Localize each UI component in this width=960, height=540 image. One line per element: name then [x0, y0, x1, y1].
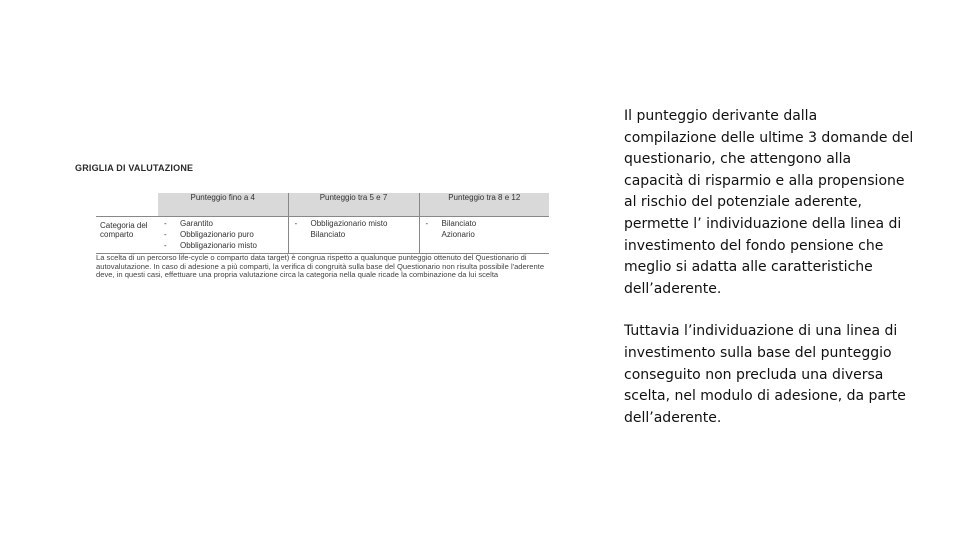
header-score-5-7: Punteggio tra 5 e 7 — [288, 193, 419, 217]
list-item: Bilanciato — [310, 230, 346, 239]
paragraph-score-explanation: Il punteggio derivante dalla compilazione delle ultime 3 domande del questionario, che attengono alla capacità di risparmio e alla propensione al rischio del potenziale aderente, permette l’ individuazione della linea di investimento del fondo pensione che meglio si adatta alle caratteristiche dell’aderente. — [624, 108, 914, 297]
table-row — [96, 217, 549, 254]
body-text — [624, 106, 914, 429]
list-item: Azionario — [441, 230, 475, 239]
list-item: - Obbligazionario misto — [164, 241, 257, 250]
cell-category-mid — [288, 217, 419, 254]
evaluation-grid — [96, 193, 549, 287]
header-score-8-12: Punteggio tra 8 e 12 — [419, 193, 549, 217]
table-note-row — [96, 254, 549, 280]
row-label-category: Categoria del comparto — [96, 217, 158, 254]
cell-category-low — [158, 217, 288, 254]
list-item: - Obbligazionario misto — [294, 219, 388, 228]
list-item: - Garantito — [164, 219, 213, 228]
grid-note: La scelta di un percorso life-cycle o comparto data target) è congrua rispetto a qualunque punteggio ottenuto del Questionario di autovalutazione. In caso di adesione a più comparti, la verifica di congruità sulla base del Questionario non risulta possibile l'aderente deve, in questi casi, effettuare una propria valutazione circa la categoria nella quale ricade la combinazione da lui scelta — [96, 253, 545, 279]
header-score-up-to-4: Punteggio fino a 4 — [158, 193, 288, 217]
header-corner — [96, 193, 158, 217]
cell-category-high — [419, 217, 549, 254]
paragraph-free-choice: Tuttavia l’individuazione di una linea di investimento sulla base del punteggio conseguito non precluda una diversa scelta, nel modulo di adesione, da parte dell’aderente. — [624, 323, 906, 426]
grid-title: GRIGLIA DI VALUTAZIONE — [75, 163, 194, 173]
table-header-row — [96, 193, 549, 217]
list-item: - Obbligazionario puro — [164, 230, 254, 239]
evaluation-table — [96, 193, 549, 280]
list-item: - Bilanciato — [425, 219, 477, 228]
